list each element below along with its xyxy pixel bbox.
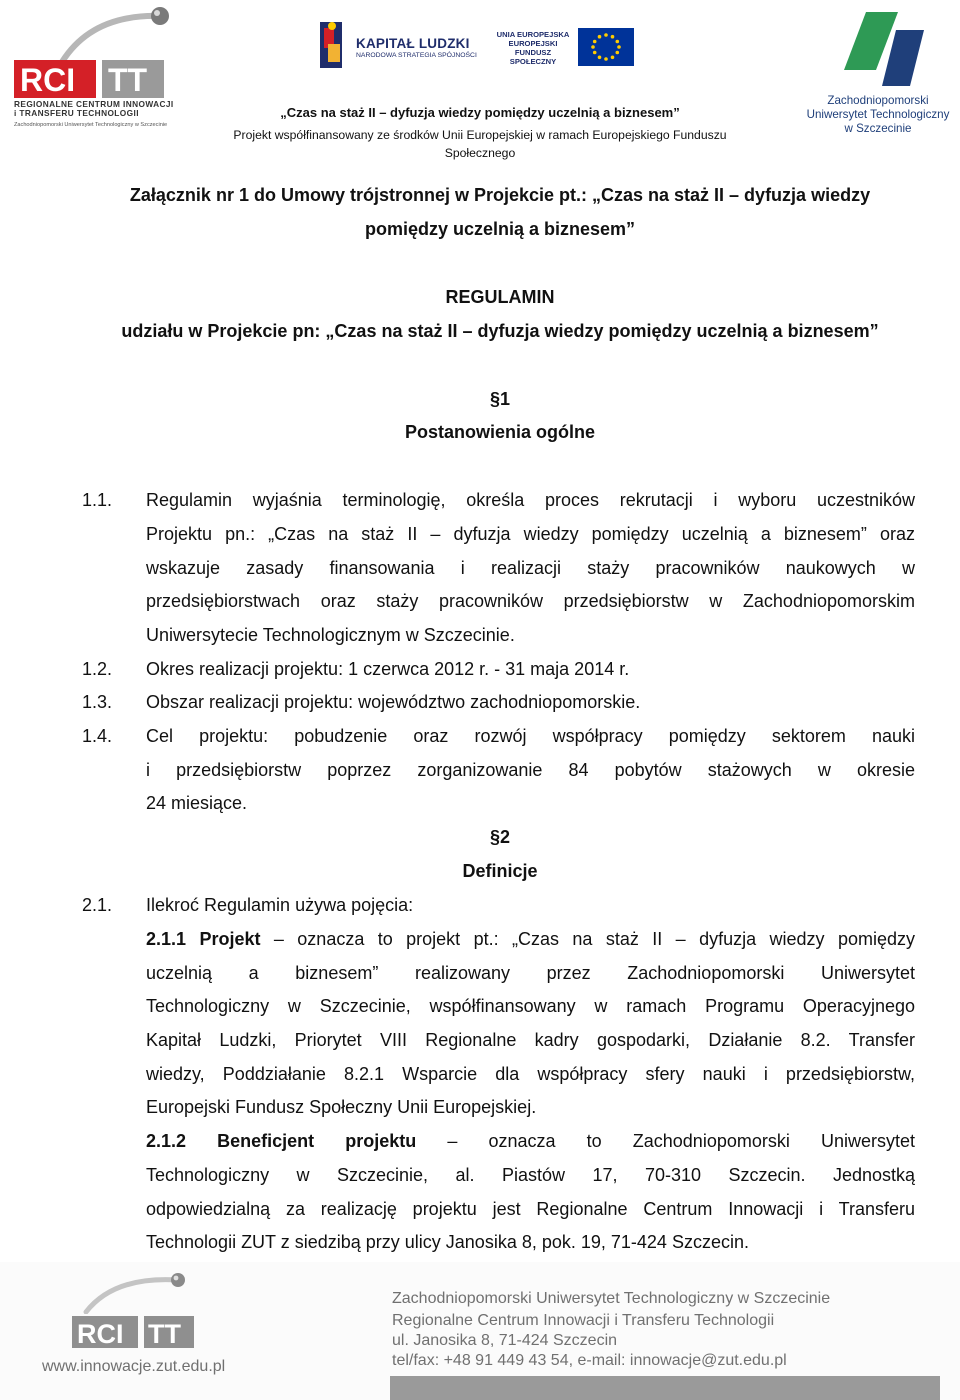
paragraph-1-3-text: Obszar realizacji projektu: województwo zachodniopomorskie.: [146, 692, 641, 712]
zut-logo: [796, 10, 960, 140]
eu-text-line2: EUROPEJSKI: [508, 39, 558, 48]
paragraph-1-1-line: wskazuje zasady finansowania i realizacji staży pracowników naukowych w: [146, 558, 915, 578]
project-title: „Czas na staż II – dyfuzja wiedzy pomiędzy uczelnią a biznesem”: [280, 105, 680, 120]
eu-logo: [492, 22, 642, 70]
footer-rcitt-wordmark: [72, 1316, 194, 1348]
footer-university: Zachodniopomorski Uniwersytet Technologiczny w Szczecinie: [392, 1290, 831, 1307]
definition-2-1-1-term: 2.1.1 Projekt: [146, 929, 261, 949]
section-1-title: Postanowienia ogólne: [404, 422, 596, 442]
rcitt-subtitle-line2: i TRANSFERU TECHNOLOGII: [14, 108, 139, 118]
paragraph-2-1-number: 2.1.: [82, 895, 113, 915]
definition-2-1-2-line: Technologiczny w Szczecinie, al. Piastów 17, 70-310 Szczecin. Jednostką: [146, 1165, 915, 1185]
paragraph-1-4-number: 1.4.: [82, 726, 113, 746]
paragraph-1-1-line: Projektu pn.: „Czas na staż II – dyfuzja wiedzy pomiędzy uczelnią a biznesem” oraz: [146, 524, 915, 544]
definition-2-1-1-line: uczelnią a biznesem” realizowany przez Zachodniopomorski Uniwersytet: [146, 963, 915, 983]
paragraph-1-4-line: 24 miesiące.: [146, 793, 248, 813]
footer-address: ul. Janosika 8, 71-424 Szczecin: [392, 1332, 618, 1349]
kapital-ludzki-icon: [312, 18, 352, 72]
footer-website-link[interactable]: www.innowacje.zut.edu.pl: [42, 1358, 226, 1375]
paragraph-1-2-number: 1.2.: [82, 659, 113, 679]
definition-2-1-2-first-line: [146, 1131, 915, 1152]
paragraph-1-1-line: Uniwersytecie Technologicznym w Szczecinie.: [146, 625, 515, 645]
zut-name-line3: w Szczecinie: [844, 122, 912, 135]
zut-mark-icon: [836, 10, 928, 88]
rcitt-logo: [12, 4, 174, 130]
definition-2-1-2-line: Technologii ZUT z siedzibą przy ulicy Janosika 8, pok. 19, 71-424 Szczecin.: [146, 1232, 749, 1252]
footer-rcitt-logo: [70, 1270, 200, 1350]
rcitt-wordmark: [14, 60, 164, 98]
paragraph-1-1-number: 1.1.: [82, 490, 113, 510]
document-title-line2: pomiędzy uczelnią a biznesem”: [364, 219, 636, 239]
eu-text-line1: UNIA EUROPEJSKA: [496, 30, 570, 39]
footer-contact: tel/fax: +48 91 449 43 54, e-mail: innowacje@zut.edu.pl: [392, 1352, 787, 1369]
section-2-title: Definicje: [462, 861, 538, 881]
zut-name-line1: Zachodniopomorski: [827, 94, 929, 107]
regulamin-heading: REGULAMIN: [445, 287, 555, 307]
eu-text-line3: FUNDUSZ SPOŁECZNY: [509, 48, 557, 66]
footer-bar: [390, 1376, 940, 1400]
swoosh-icon: [52, 4, 172, 64]
paragraph-1-1-line: Regulamin wyjaśnia terminologię, określa proces rekrutacji i wyboru uczestników: [146, 490, 915, 510]
rcitt-subtitle-line1: REGIONALNE CENTRUM INNOWACJI: [14, 99, 174, 109]
page-footer: [0, 1262, 960, 1400]
eu-text: [492, 30, 574, 66]
kapital-ludzki-subtitle: NARODOWA STRATEGIA SPÓJNOŚCI: [356, 52, 477, 59]
rcitt-subtitle: [14, 100, 174, 118]
svg-text:RCI: RCI: [77, 1319, 124, 1348]
kapital-ludzki-title: KAPITAŁ LUDZKI: [356, 36, 470, 51]
kapital-ludzki-logo: [312, 18, 477, 72]
paragraph-1-3-number: 1.3.: [82, 692, 113, 712]
paragraph-1-2-text: Okres realizacji projektu: 1 czerwca 2012 r. - 31 maja 2014 r.: [146, 659, 630, 679]
definition-2-1-2-text: – oznacza to Zachodniopomorski Uniwersytet: [416, 1131, 915, 1151]
section-1-mark: §1: [489, 389, 511, 409]
regulamin-subheading: udziału w Projekcie pn: „Czas na staż II – dyfuzja wiedzy pomiędzy uczelnią a biznesem”: [121, 321, 879, 341]
definition-2-1-1-line: Technologiczny w Szczecinie, współfinansowany w ramach Programu Operacyjnego: [146, 996, 915, 1016]
definition-2-1-1-line: Kapitał Ludzki, Priorytet VIII Regionalne kadry gospodarki, Działanie 8.2. Transfer: [146, 1030, 915, 1050]
definition-2-1-1-text: – oznacza to projekt pt.: „Czas na staż II – dyfuzja wiedzy pomiędzy: [260, 929, 915, 949]
footer-centre: Regionalne Centrum Innowacji i Transferu Technologii: [392, 1312, 775, 1329]
definition-2-1-2-term: 2.1.2 Beneficjent projektu: [146, 1131, 417, 1151]
paragraph-1-1-line: przedsiębiorstwach oraz staży pracowników przedsiębiorstw w Zachodniopomorskim: [146, 591, 915, 611]
page-header: [0, 0, 960, 170]
definition-2-1-1-first-line: [146, 929, 915, 950]
section-2-mark: §2: [489, 827, 511, 847]
definition-2-1-2-line: odpowiedzialną za realizację projektu jest Regionalne Centrum Innowacji i Transferu: [146, 1199, 915, 1219]
eu-flag-icon: [578, 28, 634, 66]
paragraph-2-1-text: Ilekroć Regulamin używa pojęcia:: [146, 895, 414, 915]
project-cofinancing-line1: Projekt współfinansowany ze środków Unii Europejskiej w ramach Europejskiego Funduszu: [233, 128, 727, 142]
svg-text:RCI: RCI: [20, 62, 76, 98]
paragraph-1-4-line: i przedsiębiorstw poprzez zorganizowanie 84 pobytów stażowych w okresie: [146, 760, 915, 780]
project-cofinancing-line2: Społecznego: [444, 146, 516, 160]
svg-text:TT: TT: [148, 1319, 181, 1348]
document-title-line1: Załącznik nr 1 do Umowy trójstronnej w Projekcie pt.: „Czas na staż II – dyfuzja wiedzy: [129, 185, 871, 205]
definition-2-1-1-line: Europejski Fundusz Społeczny Unii Europejskiej.: [146, 1097, 537, 1117]
zut-name-line2: Uniwersytet Technologiczny: [806, 108, 950, 121]
definition-2-1-1-line: wiedzy, Poddziałanie 8.2.1 Wsparcie dla współpracy sfery nauki i przedsiębiorstw,: [146, 1064, 915, 1084]
svg-text:TT: TT: [108, 62, 148, 98]
paragraph-1-4-line: Cel projektu: pobudzenie oraz rozwój współpracy pomiędzy sektorem nauki: [146, 726, 915, 746]
rcitt-university-line: Zachodniopomorski Uniwersytet Technologiczny w Szczecinie: [14, 122, 168, 128]
swoosh-icon: [80, 1270, 190, 1314]
